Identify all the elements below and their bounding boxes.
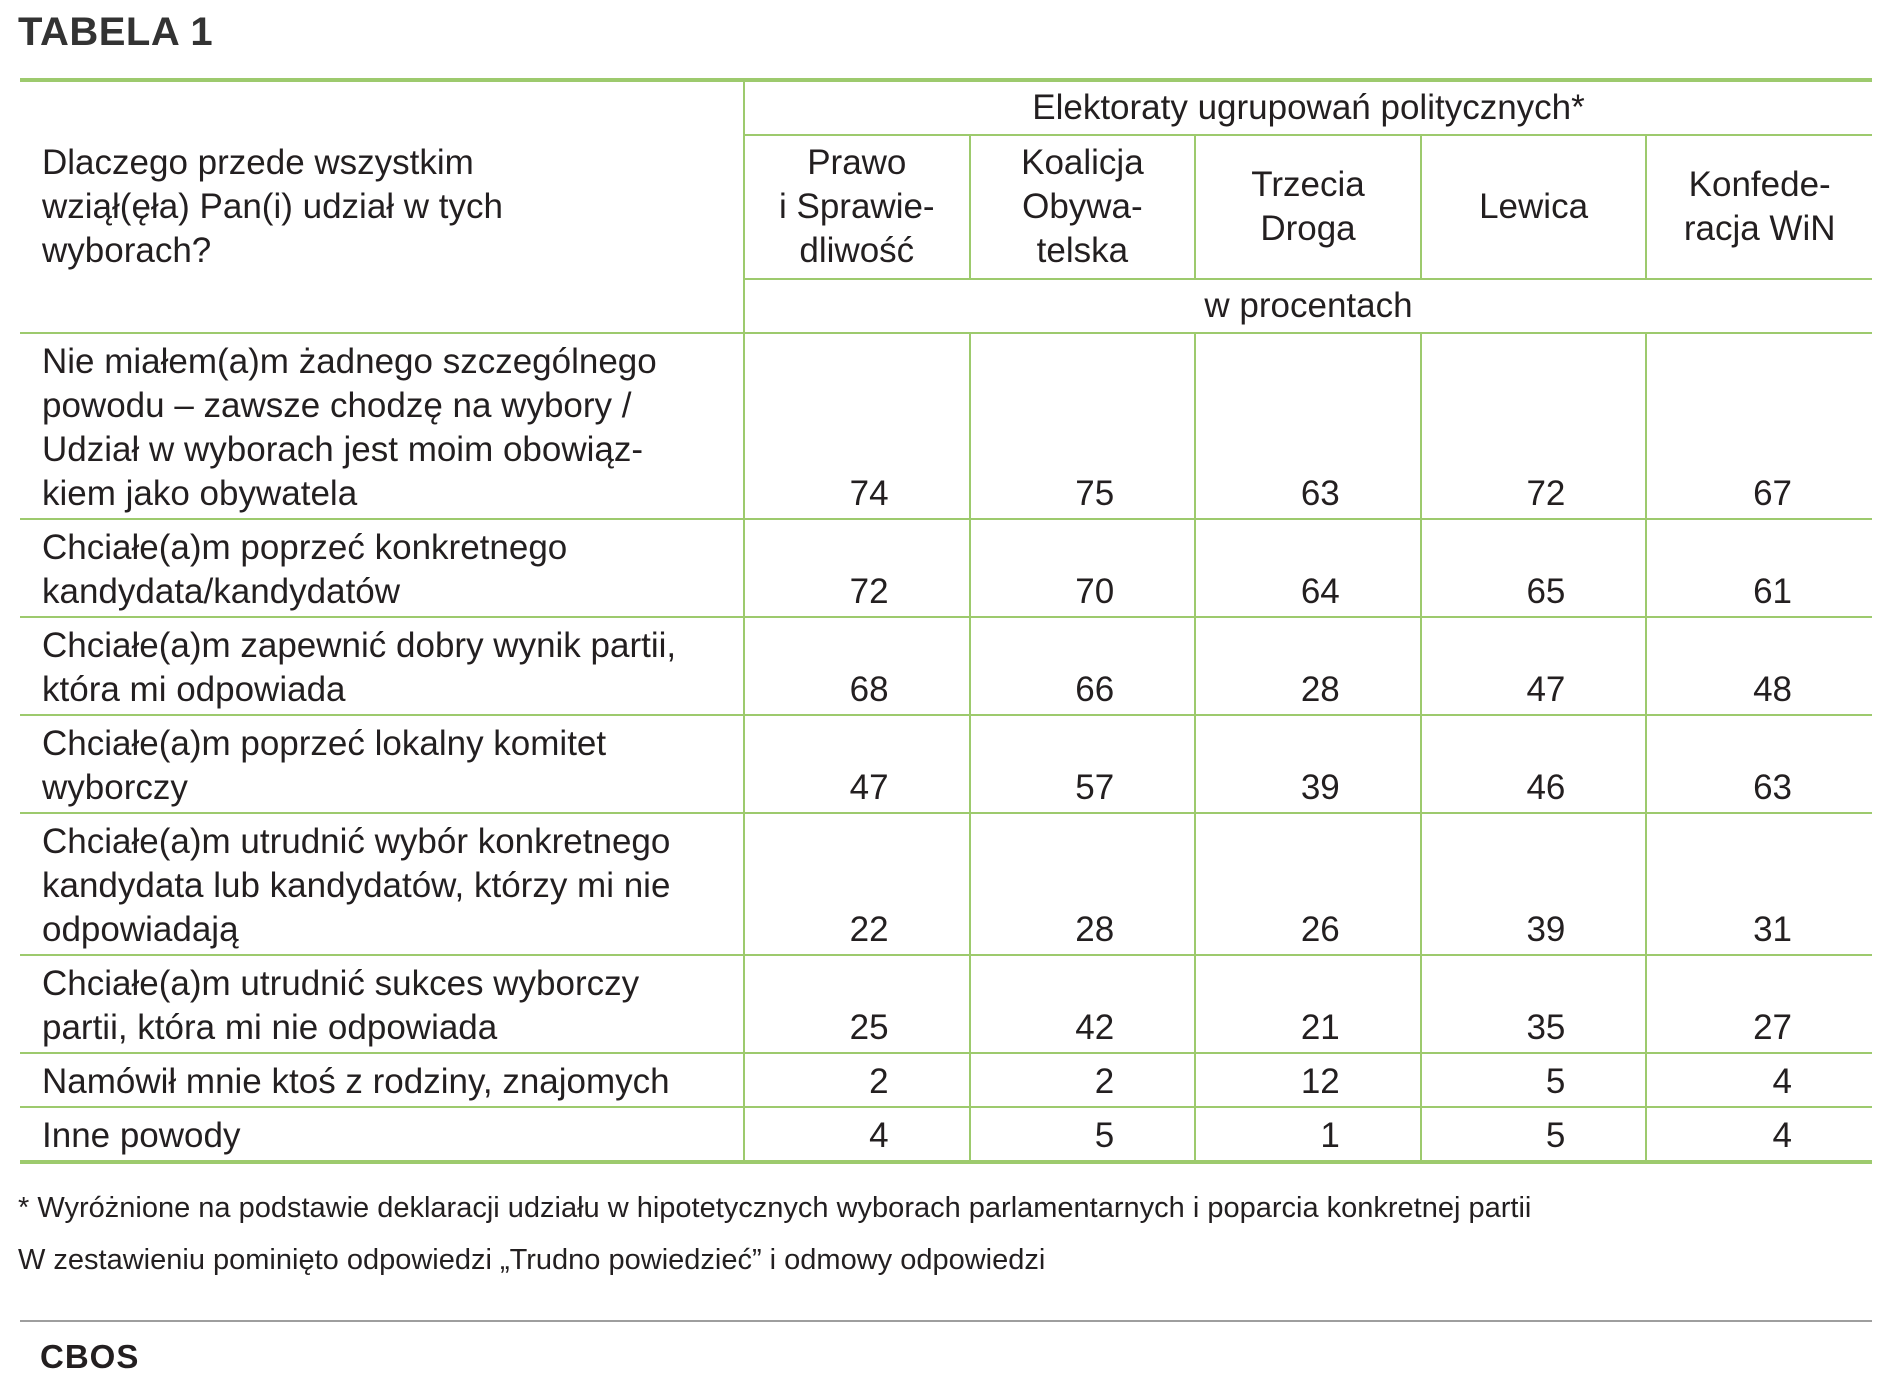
- party-header-line: Koalicja: [1021, 143, 1144, 182]
- party-header-line: Trzecia: [1251, 165, 1365, 204]
- party-header-2: [1195, 135, 1421, 279]
- row-label-line: Inne powody: [42, 1116, 241, 1155]
- value-cell: 63: [1195, 333, 1421, 519]
- row-label: [20, 333, 744, 519]
- value-cell: 47: [744, 715, 970, 813]
- table-row: [20, 715, 1872, 813]
- table-row: [20, 333, 1872, 519]
- value-cell: 1: [1195, 1107, 1421, 1162]
- row-label-line: kandydata lub kandydatów, którzy mi nie: [42, 866, 671, 905]
- value-cell: 4: [1646, 1107, 1872, 1162]
- value-cell: 61: [1646, 519, 1872, 617]
- row-label-line: która mi odpowiada: [42, 670, 346, 709]
- source-label: CBOS: [40, 1338, 140, 1375]
- value-cell: 70: [970, 519, 1196, 617]
- value-cell: 39: [1421, 813, 1647, 955]
- row-label-line: Chciałe(a)m utrudnić sukces wyborczy: [42, 964, 640, 1003]
- value-cell: 26: [1195, 813, 1421, 955]
- value-cell: 47: [1421, 617, 1647, 715]
- table-body: [20, 333, 1872, 1162]
- value-cell: 64: [1195, 519, 1421, 617]
- row-label-line: powodu – zawsze chodzę na wybory /: [42, 386, 632, 425]
- table-title: TABELA 1: [18, 10, 214, 54]
- table-row: [20, 1107, 1872, 1162]
- value-cell: 28: [1195, 617, 1421, 715]
- row-label-line: Namówił mnie ktoś z rodziny, znajomych: [42, 1062, 670, 1101]
- value-cell: 25: [744, 955, 970, 1053]
- party-header-3: [1421, 135, 1647, 279]
- value-cell: 63: [1646, 715, 1872, 813]
- party-header-4: [1646, 135, 1872, 279]
- value-cell: 67: [1646, 333, 1872, 519]
- table-row: [20, 617, 1872, 715]
- value-cell: 42: [970, 955, 1196, 1053]
- row-label-line: kandydata/kandydatów: [42, 572, 401, 611]
- row-label: [20, 813, 744, 955]
- row-label: [20, 715, 744, 813]
- table-row: [20, 813, 1872, 955]
- value-cell: 5: [1421, 1107, 1647, 1162]
- row-label-line: kiem jako obywatela: [42, 474, 358, 513]
- value-cell: 4: [1646, 1053, 1872, 1107]
- row-label-line: odpowiadają: [42, 910, 239, 949]
- value-cell: 21: [1195, 955, 1421, 1053]
- party-header-line: Lewica: [1479, 187, 1589, 226]
- value-cell: 2: [744, 1053, 970, 1107]
- value-cell: 46: [1421, 715, 1647, 813]
- value-cell: 2: [970, 1053, 1196, 1107]
- value-cell: 68: [744, 617, 970, 715]
- row-label: [20, 519, 744, 617]
- value-cell: 31: [1646, 813, 1872, 955]
- value-cell: 57: [970, 715, 1196, 813]
- table-row: [20, 955, 1872, 1053]
- row-label: [20, 955, 744, 1053]
- table-row: [20, 1053, 1872, 1107]
- value-cell: 35: [1421, 955, 1647, 1053]
- party-header-line: Obywa-: [1022, 187, 1143, 226]
- party-header-line: Droga: [1260, 209, 1356, 248]
- value-cell: 75: [970, 333, 1196, 519]
- value-cell: 65: [1421, 519, 1647, 617]
- party-header-line: telska: [1036, 231, 1129, 270]
- value-cell: 22: [744, 813, 970, 955]
- source-divider: [20, 1320, 1872, 1322]
- party-header-0: [744, 135, 970, 279]
- value-cell: 27: [1646, 955, 1872, 1053]
- row-label-line: Chciałe(a)m utrudnić wybór konkretnego: [42, 822, 671, 861]
- table-row: [20, 519, 1872, 617]
- value-cell: 48: [1646, 617, 1872, 715]
- group-header: Elektoraty ugrupowań politycznych*: [744, 80, 1872, 135]
- unit-header: w procentach: [744, 279, 1872, 333]
- row-label-line: Nie miałem(a)m żadnego szczególnego: [42, 342, 657, 381]
- value-cell: 28: [970, 813, 1196, 955]
- question-text: Dlaczego przede wszystkim wziął(ęła) Pan(i) udział w tych wyborach?: [42, 143, 503, 270]
- value-cell: 5: [1421, 1053, 1647, 1107]
- party-header-line: dliwość: [799, 231, 915, 270]
- row-label-line: Chciałe(a)m poprzeć konkretnego: [42, 528, 568, 567]
- question-header: [20, 80, 744, 333]
- party-header-line: i Sprawie-: [778, 187, 935, 226]
- party-header-line: Prawo: [807, 143, 907, 182]
- value-cell: 74: [744, 333, 970, 519]
- value-cell: 72: [1421, 333, 1647, 519]
- footnote-asterisk: * Wyróżnione na podstawie deklaracji udziału w hipotetycznych wyborach parlamentarnych i poparcia konkretnej partii: [18, 1192, 1532, 1224]
- footnote-omitted: W zestawieniu pominięto odpowiedzi „Trudno powiedzieć” i odmowy odpowiedzi: [18, 1244, 1046, 1276]
- party-header-line: racja WiN: [1683, 209, 1836, 248]
- value-cell: 66: [970, 617, 1196, 715]
- row-label-line: Chciałe(a)m poprzeć lokalny komitet: [42, 724, 607, 763]
- party-header-line: Konfede-: [1688, 165, 1831, 204]
- value-cell: 72: [744, 519, 970, 617]
- value-cell: 12: [1195, 1053, 1421, 1107]
- row-label-line: partii, która mi nie odpowiada: [42, 1008, 498, 1047]
- party-header-1: [970, 135, 1196, 279]
- value-cell: 39: [1195, 715, 1421, 813]
- row-label: [20, 617, 744, 715]
- row-label-line: Udział w wyborach jest moim obowiąz-: [42, 430, 644, 469]
- row-label-line: wyborczy: [42, 768, 188, 807]
- value-cell: 5: [970, 1107, 1196, 1162]
- row-label: [20, 1107, 744, 1162]
- row-label: [20, 1053, 744, 1107]
- row-label-line: Chciałe(a)m zapewnić dobry wynik partii,: [42, 626, 677, 665]
- data-table: [20, 78, 1872, 1164]
- value-cell: 4: [744, 1107, 970, 1162]
